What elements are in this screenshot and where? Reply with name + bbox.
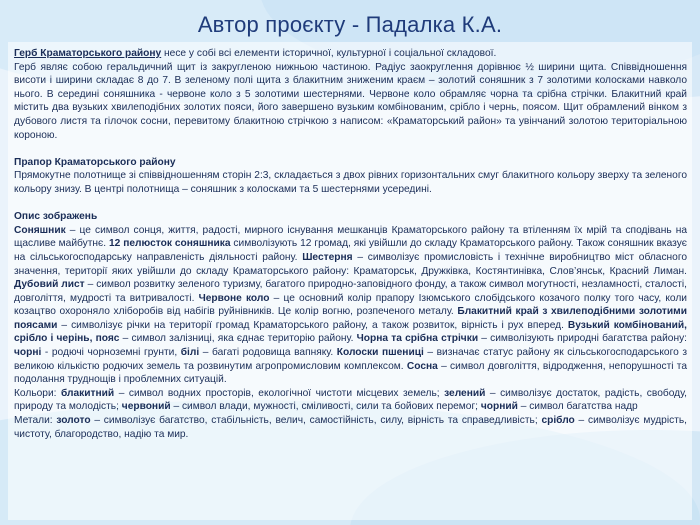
- text-span: – символ довголіття, відродження, непорушності та подолання труднощів і проблемних ситуацій.: [14, 360, 688, 386]
- term-oak-leaf: Дубовий лист: [14, 279, 85, 291]
- text-span: – символ багатства надр: [517, 401, 638, 413]
- text-span: – символ влади, мужності, сміливості, сили та бойових перемог;: [170, 401, 481, 413]
- text-span: Метали:: [14, 415, 57, 427]
- text-span: – символізують природні багатства району:: [478, 333, 687, 345]
- term-sunflower: Соняшник: [14, 224, 66, 236]
- text-span: – це основний колір прапору Ізюмського слобідського козачого полку того часу, коли козацтво охороняло хліборобів від набігів руйнівників. Це колір вогню, розпеченого металу.: [14, 292, 687, 318]
- metals-description: [14, 414, 687, 441]
- term-ribbons: Чорна та срібна стрічки: [356, 333, 479, 345]
- term-wheat: Колоски пшениці: [336, 347, 424, 359]
- term-black-color: чорний: [480, 401, 518, 413]
- flag-description: Прямокутне полотнище зі співвідношенням сторін 2:3, складається з двох рівних горизонтальних смуг блакитного кольору зверху та зеленого кольору знизу. В центрі полотнища – соняшник з колосками та 5 шестернями усередині.: [14, 170, 687, 195]
- coat-heading: Герб Краматорського району: [14, 48, 162, 59]
- text-span: символізують 12 громад, які увійшли до складу Краматорського району. Також соняшник вказує на сільськогосподарську направленість діяльності району.: [14, 238, 687, 263]
- text-span: – символізує достаток, радість, свободу, природу та молодість;: [14, 387, 687, 413]
- text-span: – символізує річки на території громад Краматорського району, а також розвиток, вірність і рух вперед.: [57, 319, 568, 331]
- term-green: зелений: [444, 387, 486, 399]
- images-heading: Опис зображень: [14, 211, 98, 223]
- term-white: білі: [180, 347, 200, 359]
- term-blue-edge: Блакитний край з хвилеподібними золотими поясами: [14, 306, 687, 331]
- text-span: – визначає статус району як сільськогосподарського з великою кількістю родючих земель та розвинутим агропромисловим комплексом.: [14, 347, 687, 372]
- term-silver: срібло: [541, 415, 575, 427]
- term-red-circle: Червоне коло: [198, 292, 270, 304]
- term-gear: Шестерня: [302, 251, 353, 263]
- text-span: - родючі чорноземні грунти,: [41, 347, 181, 359]
- text-span: – символізує промисловість і технічне виробництво міст обласного значення, території яких увійшли до складу Краматорського району: Краматорськ, Дружківка, Костянтинівка, Слов’янськ, Красний Лиман.: [14, 251, 687, 277]
- coat-intro-text: несе у собі всі елементи історичної, культурної і соціальної складової.: [161, 48, 497, 59]
- term-combined-belt: Вузький комбінований, срібло і черінь, пояс: [14, 319, 687, 345]
- colors-description: [14, 387, 687, 414]
- text-span: – символ залізниці, яка єднає територію району.: [119, 333, 357, 345]
- text-span: – символізує мудрість, чистоту, благородство, надію та мир.: [14, 415, 687, 440]
- text-span: Кольори:: [14, 387, 61, 399]
- term-petals: 12 пелюсток соняшника: [108, 238, 231, 250]
- text-span: – символ розвитку зеленого туризму, багатого природно-заповідного фонду, а також символ могутності, незламності, сталості, довголіття, мудрості та витривалості.: [14, 279, 687, 304]
- term-pine: Сосна: [406, 360, 438, 372]
- term-blue: блакитний: [60, 387, 115, 399]
- text-span: – символ водних просторів, екологічної чистоти місцевих земель;: [114, 387, 445, 399]
- images-description: [14, 224, 687, 387]
- text-span: – багаті родовища вапняку.: [199, 347, 337, 359]
- slide-title: Автор проєкту - Падалка К.А.: [197, 12, 503, 37]
- text-span: – це символ сонця, життя, радості, мирного існування мешканців Краматорського району та втіленням їх мрій та сподівань на щасливе майбутнє.: [14, 224, 687, 250]
- term-gold: золото: [56, 415, 91, 427]
- term-red: червоний: [121, 401, 171, 413]
- coat-description: Герб являє собою геральдичний щит із закругленою нижньою частиною. Радіус заокруглення дорівнює ½ ширини щита. Співвідношення висоти і ширини складає 8 до 7. В зеленому полі щита з блакитним зниженим краєм – золотий соняшник з 7 золотими колосками навколо нього. В середині соняшника - червоне коло з 5 золотими шестернями. Червоне коло обрамляє чорна та срібна стрічки. Блакитний край містить два вузьких хвилеподібних золотих пояси, його завершено вузьким комбінованим, срібло і чернь, поясом. Щит обрамлений вінком з дубового листя та гілочок сосни, перевитому блакитною стрічкою з написом: «Краматорський район» та увінчаний золотою територіальною короною.: [14, 61, 687, 141]
- coat-intro: [14, 47, 687, 61]
- flag-heading: Прапор Краматорського району: [14, 156, 176, 168]
- term-black: чорні: [14, 347, 42, 359]
- slide-content: [14, 47, 687, 441]
- text-span: – символізує багатство, стабільність, велич, самостійність, силу, вірність та справедливість;: [90, 415, 542, 427]
